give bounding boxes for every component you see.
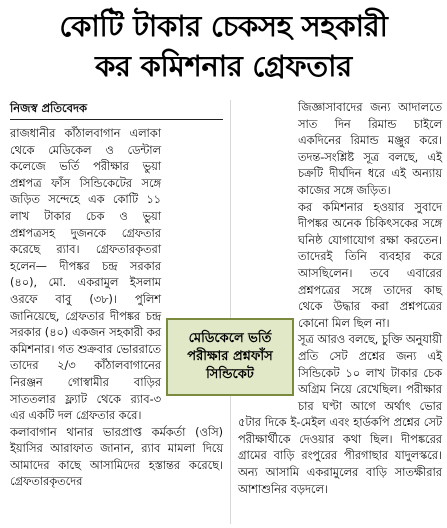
headline-line-1: কোটি টাকার চেকসহ সহকারী (59, 9, 388, 43)
pullquote-box (166, 318, 294, 396)
left-paragraph-2: কলাবাগান থানার ভারপ্রাপ্ত কর্মকর্তা (ওসি) ইয়াসির আরাফাত জানান, র‍্যাব মামলা দিয়ে আমাদের কাছে আসামিদের হস্তান্তর করেছে। গ্রেফতারকৃতদের (10, 425, 223, 489)
left-paragraph-1: রাজধানীর কাঁঠালবাগান এলাকা থেকে মেডিকেল ও ডেন্টাল কলেজে ভর্তি পরীক্ষার ভুয়া প্রশ্নপত্র ফাঁস সিন্ডিকেটের সঙ্গে জড়িত সন্দেহে এক কোটি ১১ লাখ টাকার চেক ও ভুয়া প্রশ্নপত্রসহ দুজনকে গ্রেফতার করেছে র‍্যাব। গ্রেফতারকৃতরা হলেন— দীপঙ্কর চন্দ্র সরকার (৪০), মো. একরামুল ইসলাম ওরফে বাবু (৩৮)। পুলিশ জানিয়েছে, গ্রেফতার দীপঙ্কর চন্দ্র সরকার (৪০) একজন সহকারী কর কমিশনার। গত শুক্রবার ভোররাতে তাদের ২/৩ কাঁঠালবাগানের নিরঞ্জন গোস্বামীর বাড়ির সাততলার ফ্ল্যাট থেকে র‍্যাব-৩ এর একটি দল গ্রেফতার করে। (10, 127, 161, 423)
right-paragraph-2: কর কমিশনার হওয়ার সুবাদে দীপঙ্কর অনেক চিকিৎসকের সঙ্গে ঘনিষ্ঠ যোগাযোগ রক্ষা করতেন। তাদেরই তিনি ব্যবহার করে আসছিলেন। তবে এবারের প্রশ্নপত্রের সঙ্গে তাদের কাছ থেকে উদ্ধার করা প্রশ্নপত্রের কোনো মিল ছিল না। (298, 200, 442, 330)
left-column (10, 100, 223, 491)
headline (0, 6, 447, 86)
column-divider (230, 100, 231, 524)
headline-line-2: কর কমিশনার গ্রেফতার (95, 49, 352, 83)
right-column (238, 100, 442, 498)
byline: নিজস্ব প্রতিবেদক (10, 100, 223, 120)
pullquote-line-3: সিন্ডিকেট (206, 367, 254, 382)
pullquote-line-1: মেডিকেলে ভর্তি (188, 331, 272, 346)
right-paragraph-1: জিজ্ঞাসাবাদের জন্য আদালতে সাত দিন রিমান্ড চাইলে একদিনের রিমান্ড মঞ্জুর করে। তদন্ত-সংশ্লিষ্ট সূত্র বলছে, এই চক্রটি দীর্ঘদিন ধরে এই অন্যায় কাজের সঙ্গে জড়িত। (298, 101, 442, 197)
right-paragraph-3: সূত্র আরও বলছে, চুক্তি অনুযায়ী প্রতি সেট প্রশ্নের জন্য এই সিন্ডিকেট ১০ লাখ টাকার চেক অগ্রিম নিয়ে রেখেছিল। পরীক্ষার চার ঘণ্টা আগে অর্থাৎ ভোর ৫টার দিকে ই-মেইল এবং হার্ডকপি প্রশ্নের সেট পরীক্ষার্থীকে দেওয়ার কথা ছিল। দীপঙ্করের গ্রামের বাড়ি রংপুরের পীরগাছার যাদুলস্করে। অন্য আসামি একরামুলের বাড়ি সাতক্ষীরার আশাশুনির বড়দলে। (238, 333, 443, 496)
pullquote-line-2: পরীক্ষার প্রশ্নফাঁস (187, 349, 273, 364)
